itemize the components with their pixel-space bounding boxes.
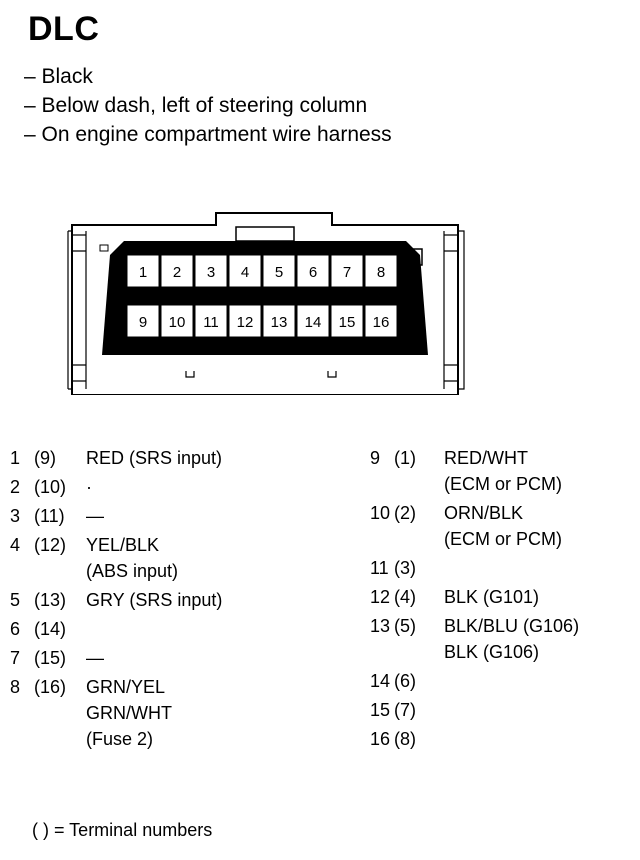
pin-number: 11 — [203, 314, 219, 331]
pin-number: 5 — [274, 264, 284, 281]
pin-cell-6 — [297, 255, 329, 287]
pin-cell-12 — [229, 305, 261, 337]
pin-number: 14 — [370, 671, 391, 691]
pin-number: 6 — [10, 619, 21, 639]
wire-description: BLK (G101) — [444, 587, 540, 607]
pin-cell-1 — [127, 255, 159, 287]
terminal-number: (9) — [34, 448, 56, 468]
pin-number: 9 — [370, 448, 381, 468]
pin-number: 15 — [370, 700, 391, 720]
pin-cell-15 — [331, 305, 363, 337]
terminal-number: (16) — [34, 677, 67, 697]
wire-description: (ECM or PCM) — [444, 474, 562, 494]
pin-number: 6 — [308, 264, 318, 281]
pin-number: 13 — [370, 616, 391, 636]
pin-number: 2 — [10, 477, 21, 497]
pin-number: 15 — [338, 314, 356, 331]
pin-number: 12 — [236, 314, 254, 331]
pin-number: 3 — [10, 506, 21, 526]
wire-description: YEL/BLK — [86, 535, 160, 555]
wire-description: RED/WHT — [444, 448, 528, 468]
terminal-number: (12) — [34, 535, 67, 555]
pin-number: 14 — [304, 314, 322, 331]
note-harness: – On engine compartment wire harness — [24, 123, 392, 146]
left-pin-list — [10, 448, 310, 748]
wire-description: (ABS input) — [86, 561, 179, 581]
wire-description: — — [86, 648, 104, 668]
terminal-number: (6) — [394, 671, 416, 691]
page-title: DLC — [28, 10, 100, 48]
pin-number: 16 — [370, 729, 391, 749]
pin-number: 9 — [138, 314, 148, 331]
terminal-number: (7) — [394, 700, 416, 720]
pin-number: 7 — [10, 648, 21, 668]
terminal-number: (15) — [34, 648, 67, 668]
pin-number: 4 — [240, 264, 250, 281]
connector-notes — [24, 62, 392, 149]
terminal-number: (2) — [394, 503, 416, 523]
pin-number: 2 — [172, 264, 182, 281]
wire-description: BLK (G106) — [444, 642, 540, 662]
pin-number: 8 — [10, 677, 21, 697]
pin-cell-2 — [161, 255, 193, 287]
pin-cell-8 — [365, 255, 397, 287]
pin-number: 4 — [10, 535, 21, 555]
pin-cell-7 — [331, 255, 363, 287]
terminal-number: (13) — [34, 590, 67, 610]
right-pin-list — [352, 448, 637, 748]
terminal-number: (14) — [34, 619, 67, 639]
wire-description: GRN/WHT — [86, 703, 172, 723]
note-color: – Black — [24, 65, 93, 88]
note-location: – Below dash, left of steering column — [24, 94, 368, 117]
terminal-number: (1) — [394, 448, 416, 468]
pin-cell-14 — [297, 305, 329, 337]
pin-number: 8 — [376, 264, 386, 281]
wire-description: ORN/BLK — [444, 503, 524, 523]
pin-number: 11 — [370, 558, 389, 578]
pin-cell-9 — [127, 305, 159, 337]
wire-description: — — [86, 506, 104, 526]
pin-number: 16 — [372, 314, 390, 331]
terminal-number: (11) — [34, 506, 65, 526]
pin-cell-4 — [229, 255, 261, 287]
pin-number: 3 — [206, 264, 216, 281]
pin-number: 13 — [270, 314, 288, 331]
pin-cell-5 — [263, 255, 295, 287]
wire-description: GRY (SRS input) — [86, 590, 223, 610]
pin-number: 10 — [168, 314, 186, 331]
wire-description: RED (SRS input) — [86, 448, 223, 468]
terminal-number: (10) — [34, 477, 67, 497]
pin-number: 10 — [370, 503, 391, 523]
pin-cell-13 — [263, 305, 295, 337]
footer-legend: ( ) = Terminal numbers — [32, 820, 213, 840]
pin-cell-3 — [195, 255, 227, 287]
pin-number: 7 — [342, 264, 352, 281]
pin-cell-11 — [195, 305, 227, 337]
wire-description: (Fuse 2) — [86, 729, 154, 749]
terminal-number: (8) — [394, 729, 416, 749]
dlc-connector-diagram — [66, 205, 466, 395]
pin-number: 1 — [138, 264, 148, 281]
pin-cell-10 — [161, 305, 193, 337]
wire-description: BLK/BLU (G106) — [444, 616, 580, 636]
wire-description: (ECM or PCM) — [444, 529, 562, 549]
terminal-number: (4) — [394, 587, 416, 607]
terminal-number: (5) — [394, 616, 416, 636]
wire-description: GRN/YEL — [86, 677, 166, 697]
pin-cell-16 — [365, 305, 397, 337]
terminal-number: (3) — [394, 558, 416, 578]
pin-number: 12 — [370, 587, 391, 607]
pin-number: 5 — [10, 590, 21, 610]
wire-description: · — [86, 477, 92, 497]
pin-number: 1 — [10, 448, 21, 468]
